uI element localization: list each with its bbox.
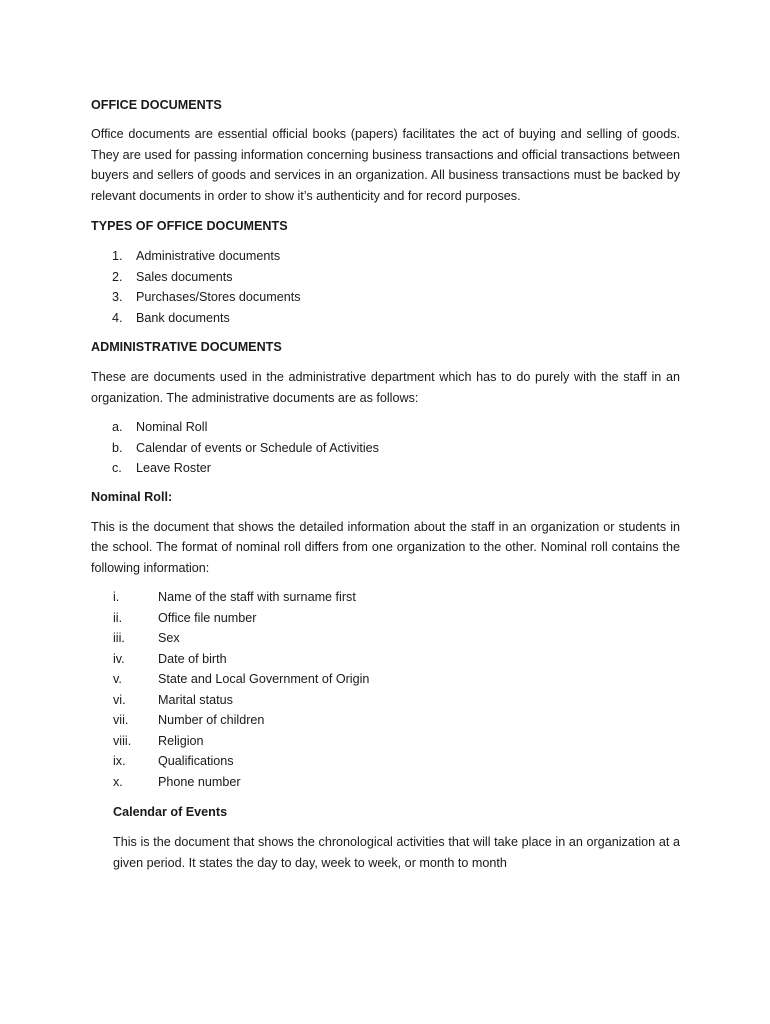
types-list <box>91 246 680 328</box>
list-numeral: ii. <box>113 610 123 625</box>
list-text: Office file number <box>158 610 257 625</box>
list-item <box>91 246 680 267</box>
paragraph-administrative: These are documents used in the administrative department which has to do purely with the staff in an organization. The administrative documents are as follows: <box>91 370 680 405</box>
nominal-roll-list <box>91 587 680 792</box>
list-numeral: v. <box>113 672 122 686</box>
list-numeral: x. <box>113 774 123 789</box>
list-item <box>91 587 680 608</box>
list-numeral: iii. <box>113 631 125 645</box>
list-item <box>91 731 680 752</box>
list-text: Nominal Roll <box>136 420 208 434</box>
list-numeral: viii. <box>113 733 132 748</box>
list-item <box>91 287 680 308</box>
list-text: Name of the staff with surname first <box>158 590 356 604</box>
list-text: Administrative documents <box>136 249 281 263</box>
list-item <box>91 458 680 479</box>
heading-calendar-of-events: Calendar of Events <box>113 805 228 819</box>
paragraph-intro: Office documents are essential official books (papers) facilitates the act of buying and selling of goods. They are used for passing information concerning business transactions and official transactions between buyers and sellers of goods and services in an organization. All business transactions must be backed by relevant documents in order to show it’s authenticity and for record purposes. <box>91 127 680 203</box>
list-text: State and Local Government of Origin <box>158 672 370 686</box>
heading-types: TYPES OF OFFICE DOCUMENTS <box>91 219 288 233</box>
list-numeral: i. <box>113 590 120 604</box>
paragraph-calendar: This is the document that shows the chronological activities that will take place in an organization at a given period. It states the day to day, week to week, or month to month <box>113 835 680 870</box>
list-text: Purchases/Stores documents <box>136 290 301 304</box>
list-item <box>91 628 680 649</box>
list-item <box>91 308 680 329</box>
list-numeral: vi. <box>113 692 126 707</box>
list-text: Date of birth <box>158 651 227 666</box>
list-number: 4. <box>112 310 123 325</box>
list-numeral: ix. <box>113 754 126 768</box>
list-number: 3. <box>112 290 123 304</box>
list-item <box>91 772 680 793</box>
list-item <box>91 649 680 670</box>
list-text: Phone number <box>158 774 241 789</box>
list-letter: c. <box>112 461 122 475</box>
list-number: 1. <box>112 249 123 263</box>
heading-nominal-roll: Nominal Roll: <box>91 489 173 504</box>
list-item <box>91 417 680 438</box>
calendar-section <box>113 802 680 873</box>
list-text: Leave Roster <box>136 461 211 475</box>
admin-list <box>91 417 680 479</box>
list-text: Bank documents <box>136 310 230 325</box>
list-text: Sex <box>158 631 180 645</box>
document-body <box>91 95 680 873</box>
list-numeral: iv. <box>113 651 125 666</box>
list-text: Religion <box>158 733 204 748</box>
list-item <box>91 751 680 772</box>
list-text: Calendar of events or Schedule of Activities <box>136 440 379 455</box>
list-item <box>91 267 680 288</box>
list-text: Qualifications <box>158 754 234 768</box>
list-text: Number of children <box>158 713 265 727</box>
list-item <box>91 608 680 629</box>
list-text: Sales documents <box>136 269 233 284</box>
list-letter: a. <box>112 420 123 434</box>
list-number: 2. <box>112 269 123 284</box>
list-item <box>91 669 680 690</box>
list-item <box>91 710 680 731</box>
list-text: Marital status <box>158 692 233 707</box>
heading-office-documents: OFFICE DOCUMENTS <box>91 98 222 112</box>
list-numeral: vii. <box>113 713 129 727</box>
list-letter: b. <box>112 440 123 455</box>
heading-administrative: ADMINISTRATIVE DOCUMENTS <box>91 340 282 354</box>
paragraph-nominal-roll: This is the document that shows the detailed information about the staff in an organization or students in the school. The format of nominal roll differs from one organization to the other. Nominal roll contains the following information: <box>91 519 680 575</box>
list-item <box>91 690 680 711</box>
list-item <box>91 438 680 459</box>
